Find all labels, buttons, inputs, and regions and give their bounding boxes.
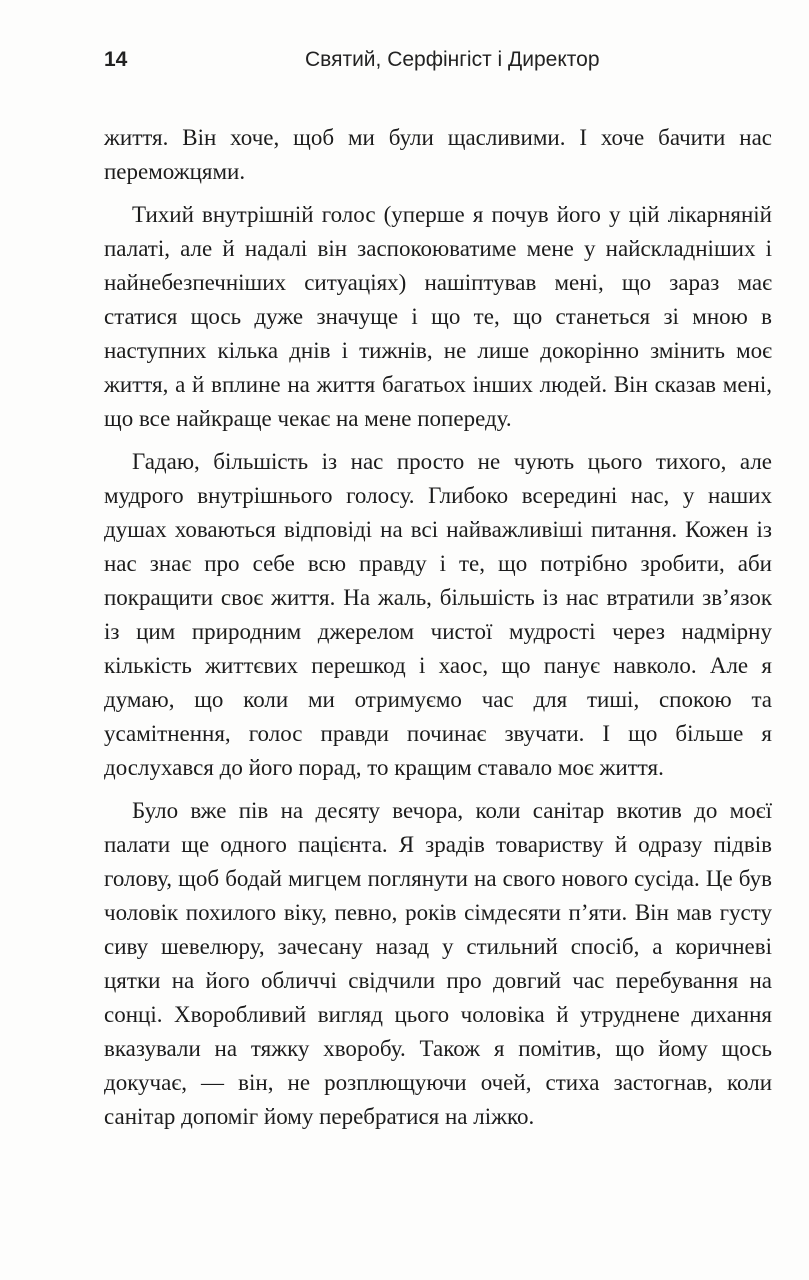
- running-head: [104, 48, 772, 78]
- paragraph-continuation: життя. Він хоче, щоб ми були щасливими. І хоче бачити нас переможцями.: [104, 125, 772, 184]
- paragraph-wisdom: Гадаю, більшість із нас просто не чують цього тихого, але мудрого внутрішнього голосу. Глибоко всередині нас, у наших душах ховаються відповіді на всі найважливіші питання. Кожен із нас знає про себе всю правду і те, що потрібно зробити, аби покращити своє життя. На жаль, більшість із нас втратили зв’язок із цим природним джерелом чистої мудрості через надмірну кількість життєвих перешкод і хаос, що панує навколо. Але я думаю, що коли ми отримуємо час для тиші, спокою та усамітнення, голос правди починає звучати. І що більше я дослухався до його порад, то кращим ставало моє життя.: [104, 449, 772, 780]
- paragraph-inner-voice: Тихий внутрішній голос (уперше я почув його у цій лікарняній палаті, але й надалі він заспокоюватиме мене у найскладніших і найнебезпечніших ситуаціях) нашіптував мені, що зараз має статися щось дуже значуще і що те, що станеться зі мною в наступних кілька днів і тижнів, не лише докорінно змінить моє життя, а й вплине на життя багатьох інших людей. Він сказав мені, що все найкраще чекає на мене попереду.: [104, 202, 772, 431]
- body-text: [104, 121, 772, 1143]
- page-number: 14: [104, 48, 128, 71]
- paragraph-new-patient: Було вже пів на десяту вечора, коли санітар вкотив до моєї палати ще одного пацієнта. Я зрадів товариству й одразу підвів голову, щоб бодай мигцем поглянути на свого нового сусіда. Це був чоловік похилого віку, певно, років сімдесяти п’яти. Він мав густу сиву шевелюру, зачесану назад у стильний спосіб, а коричневі цятки на його обличчі свідчили про довгий час перебування на сонці. Хворобливий вигляд цього чоловіка й утруднене дихання вказували на тяжку хворобу. Також я помітив, що йому щось докучає, — він, не розплющуючи очей, стиха застогнав, коли санітар допоміг йому перебратися на ліжко.: [104, 798, 772, 1129]
- book-title: Святий, Серфінгіст і Директор: [305, 48, 600, 71]
